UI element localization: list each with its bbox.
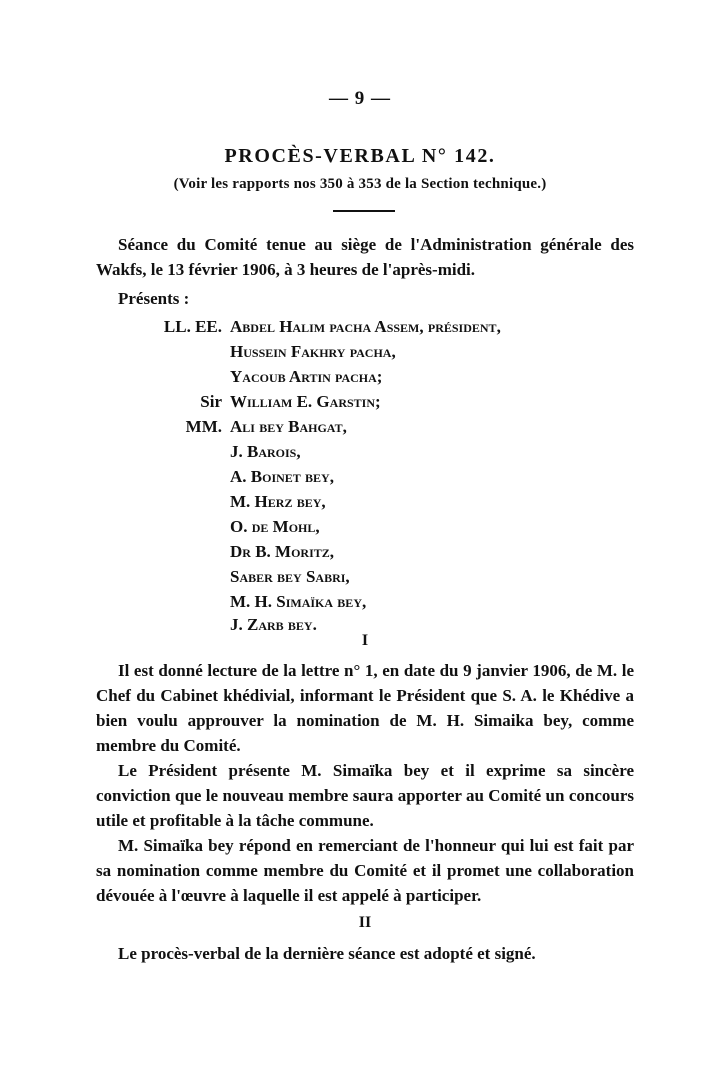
attendee-name: J. Barois,: [230, 442, 301, 461]
attendee-line: [96, 414, 634, 439]
attendee-name: M. H. Simaïka bey,: [230, 592, 367, 611]
attendee-line: [96, 464, 634, 489]
attendee-line: [96, 489, 634, 514]
presents-label: Présents :: [118, 289, 190, 308]
title-divider: [333, 210, 395, 212]
attendee-name: Dr B. Moritz,: [230, 542, 335, 561]
attendee-line: [96, 539, 634, 564]
attendee-name: William E. Garstin;: [230, 392, 381, 411]
attendee-line: [96, 564, 634, 589]
attendee-line: [96, 514, 634, 539]
page-title: PROCÈS-VERBAL N° 142.: [224, 145, 496, 167]
attendee-name: Ali bey Bahgat,: [230, 417, 347, 436]
attendee-name: A. Boinet bey,: [230, 467, 334, 486]
section-paragraph: M. Simaïka bey répond en remerciant de l'honneur qui lui est fait par sa nomination comme membre du Comité et il promet une collaboration dévouée à l'œuvre à laquelle il est appelé à participer.: [96, 836, 634, 905]
attendee-line: [96, 389, 634, 414]
section-paragraph: Le procès-verbal de la dernière séance est adopté et signé.: [118, 944, 536, 963]
attendee-line: [96, 439, 634, 464]
attendee-name: J. Zarb bey.: [230, 615, 317, 634]
attendee-name: Saber bey Sabri,: [230, 567, 350, 586]
attendee-line: [96, 589, 634, 614]
attendee-line: [96, 339, 634, 364]
attendee-name: Abdel Halim pacha Assem, président,: [230, 317, 501, 336]
attendee-title: Sir: [200, 392, 222, 411]
section-number: I: [361, 632, 369, 649]
attendee-name: M. Herz bey,: [230, 492, 326, 511]
intro-paragraph: Séance du Comité tenue au siège de l'Administration générale des Wakfs, le 13 février 1906, à 3 heures de l'après-midi.: [96, 235, 634, 279]
section-paragraph: Il est donné lecture de la lettre n° 1, en date du 9 janvier 1906, de M. le Chef du Cabinet khédivial, informant le Président que S. A. le Khédive a bien voulu approuver la nomination de M. H. Simaika bey, comme membre du Comité.: [96, 661, 634, 755]
attendee-line: [96, 314, 634, 339]
section-number: II: [358, 914, 372, 931]
attendee-name: Hussein Fakhry pacha,: [230, 342, 396, 361]
attendee-line: [96, 364, 634, 389]
attendee-title: MM.: [185, 417, 222, 436]
attendee-title: LL. EE.: [163, 317, 222, 336]
attendee-name: Yacoub Artin pacha;: [230, 367, 383, 386]
page-number: — 9 —: [329, 88, 391, 109]
attendee-name: O. de Mohl,: [230, 517, 320, 536]
subtitle-reference: (Voir les rapports nos 350 à 353 de la Section technique.): [173, 176, 547, 192]
section-paragraph: Le Président présente M. Simaïka bey et il exprime sa sincère conviction que le nouveau membre saura apporter au Comité un concours utile et profitable à la tâche commune.: [96, 761, 634, 830]
